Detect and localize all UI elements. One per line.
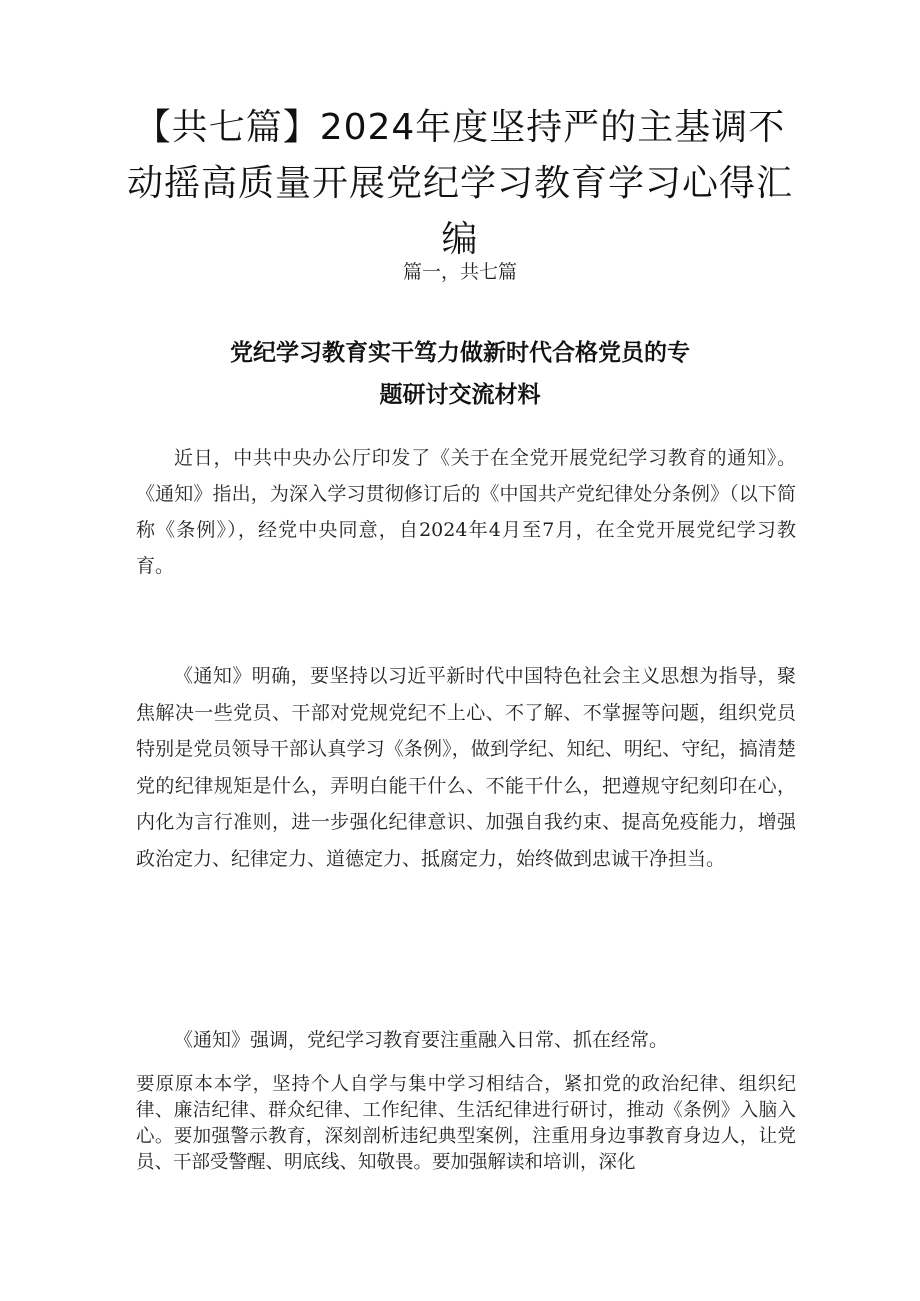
- paragraph-1: 近日，中共中央办公厅印发了《关于在全党开展党纪学习教育的通知》。《通知》指出，为深入学习贯彻修订后的《中国共产党纪律处分条例》（以下简称《条例》），经党中央同意，自2024年4月至7月，在全党开展党纪学习教育。: [136, 447, 796, 577]
- section-title-line-2: 题研讨交流材料: [379, 382, 541, 408]
- document-subtitle: 篇一，共七篇: [402, 261, 517, 283]
- section-title-line-1: 党纪学习教育实干笃力做新时代合格党员的专: [230, 340, 690, 366]
- paragraph-2: 《通知》明确，要坚持以习近平新时代中国特色社会主义思想为指导，聚焦解决一些党员、干部对党规党纪不上心、不了解、不掌握等问题，组织党员特别是党员领导干部认真学习《条例》，做到学纪、知纪、明纪、守纪，搞清楚党的纪律规矩是什么，弄明白能干什么、不能干什么，把遵规守纪刻印在心，内化为言行准则，进一步强化纪律意识、加强自我约束、提高免疫能力，增强政治定力、纪律定力、道德定力、抵腐定力，始终做到忠诚干净担当。: [136, 665, 796, 870]
- paragraph-3: 《通知》强调，党纪学习教育要注重融入日常、抓在经常。: [174, 1029, 669, 1051]
- paragraph-4: 要原原本本学，坚持个人自学与集中学习相结合，紧扣党的政治纪律、组织纪律、廉洁纪律、群众纪律、工作纪律、生活纪律进行研讨，推动《条例》入脑入心。要加强警示教育，深刻剖析违纪典型案例，注重用身边事教育身边人，让党员、干部受警醒、明底线、知敬畏。要加强解读和培训，深化: [136, 1074, 796, 1173]
- document-title: 【共七篇】2024年度坚持严的主基调不动摇高质量开展党纪学习教育学习心得汇编: [126, 107, 793, 260]
- section-title: [180, 332, 740, 416]
